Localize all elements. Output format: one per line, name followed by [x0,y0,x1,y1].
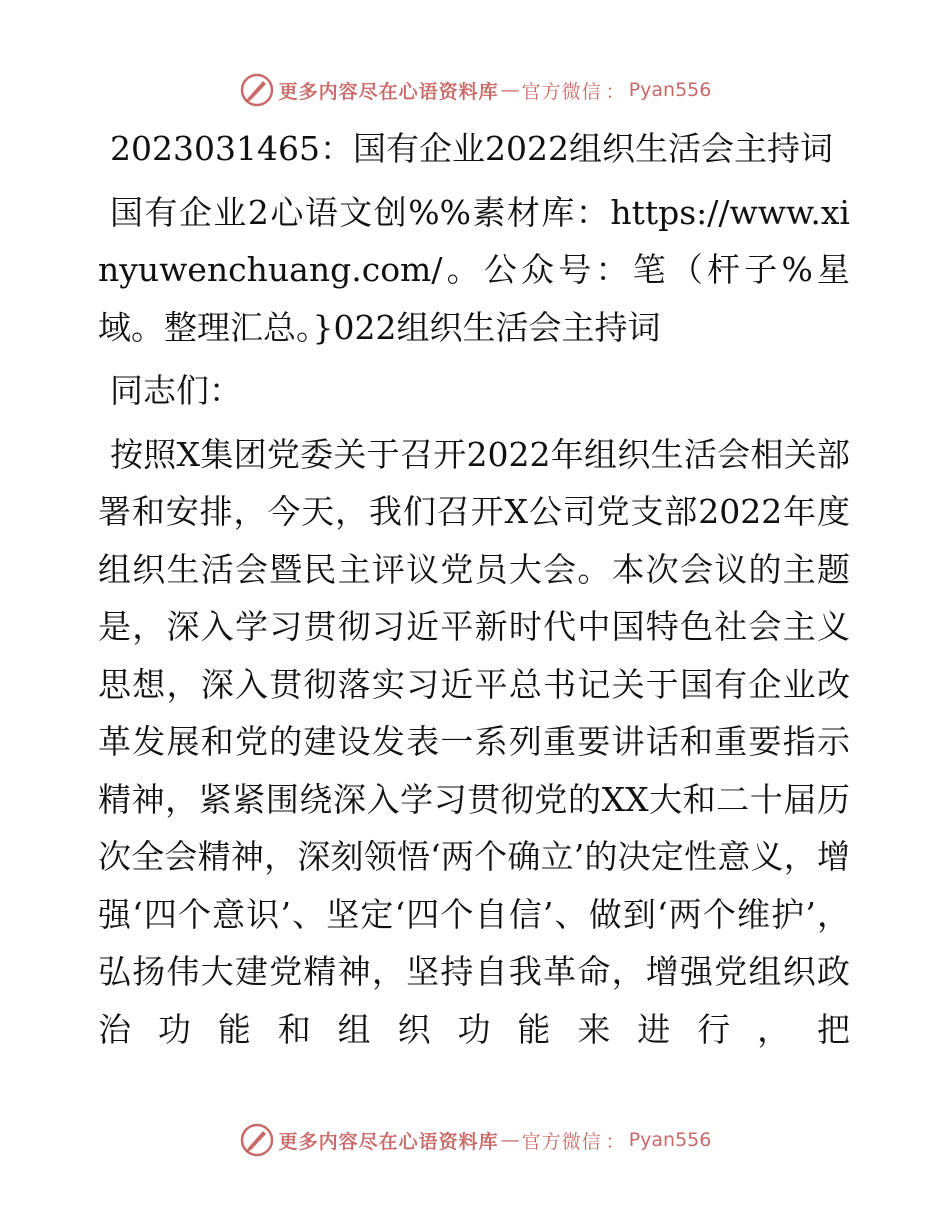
quill-pen-logo-icon [239,72,275,108]
banner-colon: ： [605,80,625,103]
banner-text: 更多内容尽在心语资料库 [278,80,499,103]
banner-colon: ： [605,1130,625,1153]
banner-wechat-label: 官方微信 [521,80,602,103]
banner-dash: — [500,1129,520,1151]
banner-wechat-label: 官方微信 [521,1130,602,1153]
paragraph-body: 按照X集团党委关于召开2022年组织生活会相关部署和安排，今天，我们召开X公司党支部2022年度组织生活会暨民主评议党员大会。本次会议的主题是，深入学习贯彻习近平新时代中国特色社会主义思想，深入贯彻落实习近平总书记关于国有企业改革发展和党的建设发表一系列重要讲话和重要指示精神，紧紧围绕深入学习贯彻党的XX大和二十届历次全会精神，深刻领悟‘两个确立’的决定性意义，增强‘四个意识’、坚定‘四个自信’、做到‘两个维护’，弘扬伟大建党精神，坚持自我革命，增强党组织政治功能和组织功能来进行，把 [98,434,850,1049]
banner-dash: — [500,79,520,101]
paragraph-source-note: 国有企业2心语文创%%素材库：https://www.xinyuwenchuang.com/。公众号：笔（杆子%星域。整理汇总。}022组织生活会主持词 [98,192,850,347]
document-body [98,120,850,1058]
document-title: 2023031465：国有企业2022组织生活会主持词 [110,129,833,168]
banner-wechat-id: Pyan556 [628,79,712,101]
watermark-banner-top [0,68,950,112]
quill-pen-logo-icon [239,1122,275,1158]
banner-text: 更多内容尽在心语资料库 [278,1130,499,1153]
watermark-banner-bottom [0,1118,950,1162]
paragraph-salutation: 同志们： [110,371,242,410]
banner-wechat-id: Pyan556 [628,1129,712,1151]
